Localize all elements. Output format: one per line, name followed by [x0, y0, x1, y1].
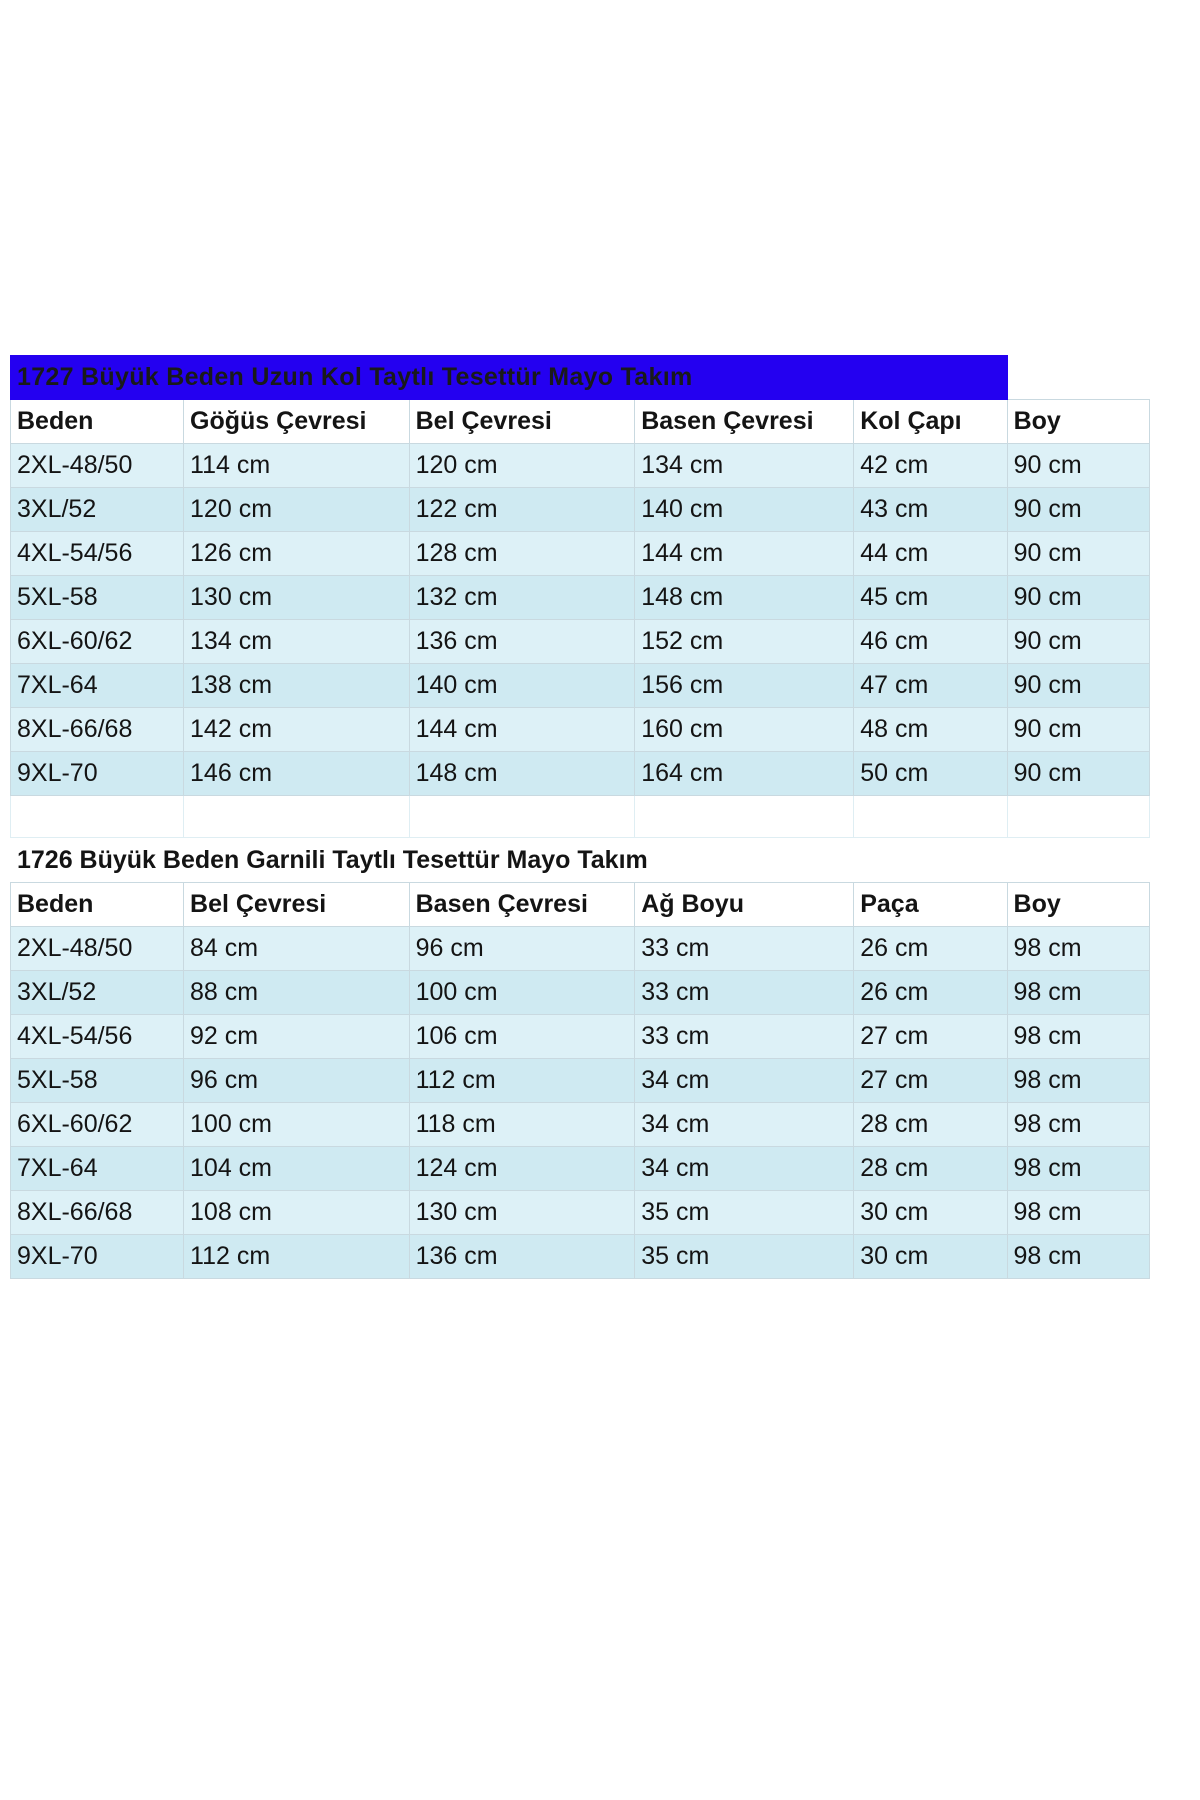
cell-gogus: 114 cm — [184, 444, 410, 488]
table-1726-header-row — [11, 883, 1150, 927]
cell-paca: 30 cm — [854, 1235, 1007, 1279]
col-header-ag-boyu: Ağ Boyu — [635, 883, 854, 927]
col-header-bel-cevresi: Bel Çevresi — [184, 883, 410, 927]
cell-beden: 7XL-64 — [11, 1147, 184, 1191]
table-row — [11, 752, 1150, 796]
cell-basen: 148 cm — [635, 576, 854, 620]
cell-basen: 156 cm — [635, 664, 854, 708]
cell-bel: 96 cm — [184, 1059, 410, 1103]
cell-gogus: 138 cm — [184, 664, 410, 708]
cell-paca: 27 cm — [854, 1015, 1007, 1059]
cell-beden: 6XL-60/62 — [11, 1103, 184, 1147]
cell-basen: 140 cm — [635, 488, 854, 532]
spacer-cell — [1007, 796, 1149, 838]
cell-bel: 84 cm — [184, 927, 410, 971]
cell-boy: 98 cm — [1007, 1103, 1149, 1147]
cell-basen: 96 cm — [409, 927, 635, 971]
col-header-kol-capi: Kol Çapı — [854, 400, 1007, 444]
cell-basen: 134 cm — [635, 444, 854, 488]
cell-gogus: 146 cm — [184, 752, 410, 796]
cell-beden: 5XL-58 — [11, 1059, 184, 1103]
cell-bel: 128 cm — [409, 532, 635, 576]
cell-bel: 104 cm — [184, 1147, 410, 1191]
spacer-cell — [854, 796, 1007, 838]
cell-basen: 130 cm — [409, 1191, 635, 1235]
cell-basen: 100 cm — [409, 971, 635, 1015]
cell-boy: 90 cm — [1007, 444, 1149, 488]
table-row — [11, 1235, 1150, 1279]
table-row — [11, 1103, 1150, 1147]
cell-bel: 108 cm — [184, 1191, 410, 1235]
cell-beden: 4XL-54/56 — [11, 1015, 184, 1059]
cell-bel: 132 cm — [409, 576, 635, 620]
cell-kol: 46 cm — [854, 620, 1007, 664]
cell-boy: 98 cm — [1007, 1147, 1149, 1191]
cell-beden: 2XL-48/50 — [11, 927, 184, 971]
table-spacer-row — [11, 796, 1150, 838]
cell-bel: 112 cm — [184, 1235, 410, 1279]
cell-boy: 98 cm — [1007, 927, 1149, 971]
cell-ag-boyu: 34 cm — [635, 1147, 854, 1191]
cell-beden: 8XL-66/68 — [11, 708, 184, 752]
table-1727-title-filler — [1007, 356, 1149, 400]
cell-beden: 2XL-48/50 — [11, 444, 184, 488]
table-1726-title: 1726 Büyük Beden Garnili Taytlı Tesettür Mayo Takım — [11, 839, 1150, 883]
cell-ag-boyu: 35 cm — [635, 1235, 854, 1279]
cell-beden: 3XL/52 — [11, 488, 184, 532]
cell-boy: 90 cm — [1007, 488, 1149, 532]
cell-beden: 6XL-60/62 — [11, 620, 184, 664]
col-header-basen-cevresi: Basen Çevresi — [635, 400, 854, 444]
cell-basen: 118 cm — [409, 1103, 635, 1147]
cell-ag-boyu: 33 cm — [635, 927, 854, 971]
table-row — [11, 444, 1150, 488]
col-header-paca: Paça — [854, 883, 1007, 927]
cell-paca: 26 cm — [854, 927, 1007, 971]
cell-boy: 90 cm — [1007, 708, 1149, 752]
table-row — [11, 971, 1150, 1015]
cell-basen: 106 cm — [409, 1015, 635, 1059]
table-row — [11, 708, 1150, 752]
col-header-boy: Boy — [1007, 883, 1149, 927]
cell-beden: 4XL-54/56 — [11, 532, 184, 576]
col-header-beden: Beden — [11, 883, 184, 927]
cell-ag-boyu: 34 cm — [635, 1059, 854, 1103]
cell-basen: 164 cm — [635, 752, 854, 796]
cell-basen: 160 cm — [635, 708, 854, 752]
cell-boy: 98 cm — [1007, 1059, 1149, 1103]
table-1727-header-row — [11, 400, 1150, 444]
cell-kol: 43 cm — [854, 488, 1007, 532]
table-1727-title: 1727 Büyük Beden Uzun Kol Taytlı Tesettür Mayo Takım — [11, 356, 1008, 400]
col-header-beden: Beden — [11, 400, 184, 444]
cell-gogus: 142 cm — [184, 708, 410, 752]
cell-boy: 98 cm — [1007, 1191, 1149, 1235]
cell-basen: 112 cm — [409, 1059, 635, 1103]
cell-kol: 42 cm — [854, 444, 1007, 488]
cell-boy: 98 cm — [1007, 1015, 1149, 1059]
cell-gogus: 126 cm — [184, 532, 410, 576]
cell-kol: 50 cm — [854, 752, 1007, 796]
cell-beden: 3XL/52 — [11, 971, 184, 1015]
cell-boy: 90 cm — [1007, 620, 1149, 664]
cell-bel: 122 cm — [409, 488, 635, 532]
table-row — [11, 927, 1150, 971]
cell-basen: 124 cm — [409, 1147, 635, 1191]
cell-boy: 90 cm — [1007, 576, 1149, 620]
spacer-cell — [184, 796, 410, 838]
cell-ag-boyu: 34 cm — [635, 1103, 854, 1147]
size-table-1726 — [10, 838, 1150, 1279]
table-1727-title-row — [11, 356, 1150, 400]
col-header-boy: Boy — [1007, 400, 1149, 444]
cell-bel: 136 cm — [409, 620, 635, 664]
spacer-cell — [11, 796, 184, 838]
cell-paca: 27 cm — [854, 1059, 1007, 1103]
cell-ag-boyu: 33 cm — [635, 1015, 854, 1059]
cell-beden: 5XL-58 — [11, 576, 184, 620]
table-row — [11, 576, 1150, 620]
cell-bel: 88 cm — [184, 971, 410, 1015]
cell-gogus: 120 cm — [184, 488, 410, 532]
cell-ag-boyu: 33 cm — [635, 971, 854, 1015]
table-row — [11, 1059, 1150, 1103]
cell-boy: 98 cm — [1007, 1235, 1149, 1279]
cell-paca: 26 cm — [854, 971, 1007, 1015]
cell-bel: 100 cm — [184, 1103, 410, 1147]
cell-bel: 148 cm — [409, 752, 635, 796]
cell-bel: 92 cm — [184, 1015, 410, 1059]
table-row — [11, 488, 1150, 532]
cell-bel: 140 cm — [409, 664, 635, 708]
table-row — [11, 620, 1150, 664]
table-row — [11, 1191, 1150, 1235]
cell-gogus: 134 cm — [184, 620, 410, 664]
spacer-cell — [409, 796, 635, 838]
cell-boy: 90 cm — [1007, 664, 1149, 708]
cell-kol: 48 cm — [854, 708, 1007, 752]
cell-basen: 144 cm — [635, 532, 854, 576]
cell-boy: 90 cm — [1007, 752, 1149, 796]
cell-basen: 152 cm — [635, 620, 854, 664]
cell-beden: 9XL-70 — [11, 752, 184, 796]
cell-ag-boyu: 35 cm — [635, 1191, 854, 1235]
table-row — [11, 532, 1150, 576]
col-header-bel-cevresi: Bel Çevresi — [409, 400, 635, 444]
cell-kol: 44 cm — [854, 532, 1007, 576]
cell-bel: 144 cm — [409, 708, 635, 752]
cell-beden: 7XL-64 — [11, 664, 184, 708]
cell-beden: 9XL-70 — [11, 1235, 184, 1279]
cell-boy: 98 cm — [1007, 971, 1149, 1015]
cell-bel: 120 cm — [409, 444, 635, 488]
cell-boy: 90 cm — [1007, 532, 1149, 576]
cell-kol: 45 cm — [854, 576, 1007, 620]
cell-basen: 136 cm — [409, 1235, 635, 1279]
cell-paca: 28 cm — [854, 1103, 1007, 1147]
spacer-cell — [635, 796, 854, 838]
cell-kol: 47 cm — [854, 664, 1007, 708]
cell-gogus: 130 cm — [184, 576, 410, 620]
cell-paca: 28 cm — [854, 1147, 1007, 1191]
table-row — [11, 1147, 1150, 1191]
col-header-basen-cevresi: Basen Çevresi — [409, 883, 635, 927]
cell-beden: 8XL-66/68 — [11, 1191, 184, 1235]
col-header-gogus-cevresi: Göğüs Çevresi — [184, 400, 410, 444]
size-table-1727 — [10, 355, 1150, 838]
size-charts-container — [10, 355, 1150, 1279]
cell-paca: 30 cm — [854, 1191, 1007, 1235]
table-row — [11, 1015, 1150, 1059]
table-row — [11, 664, 1150, 708]
table-1726-title-row — [11, 839, 1150, 883]
